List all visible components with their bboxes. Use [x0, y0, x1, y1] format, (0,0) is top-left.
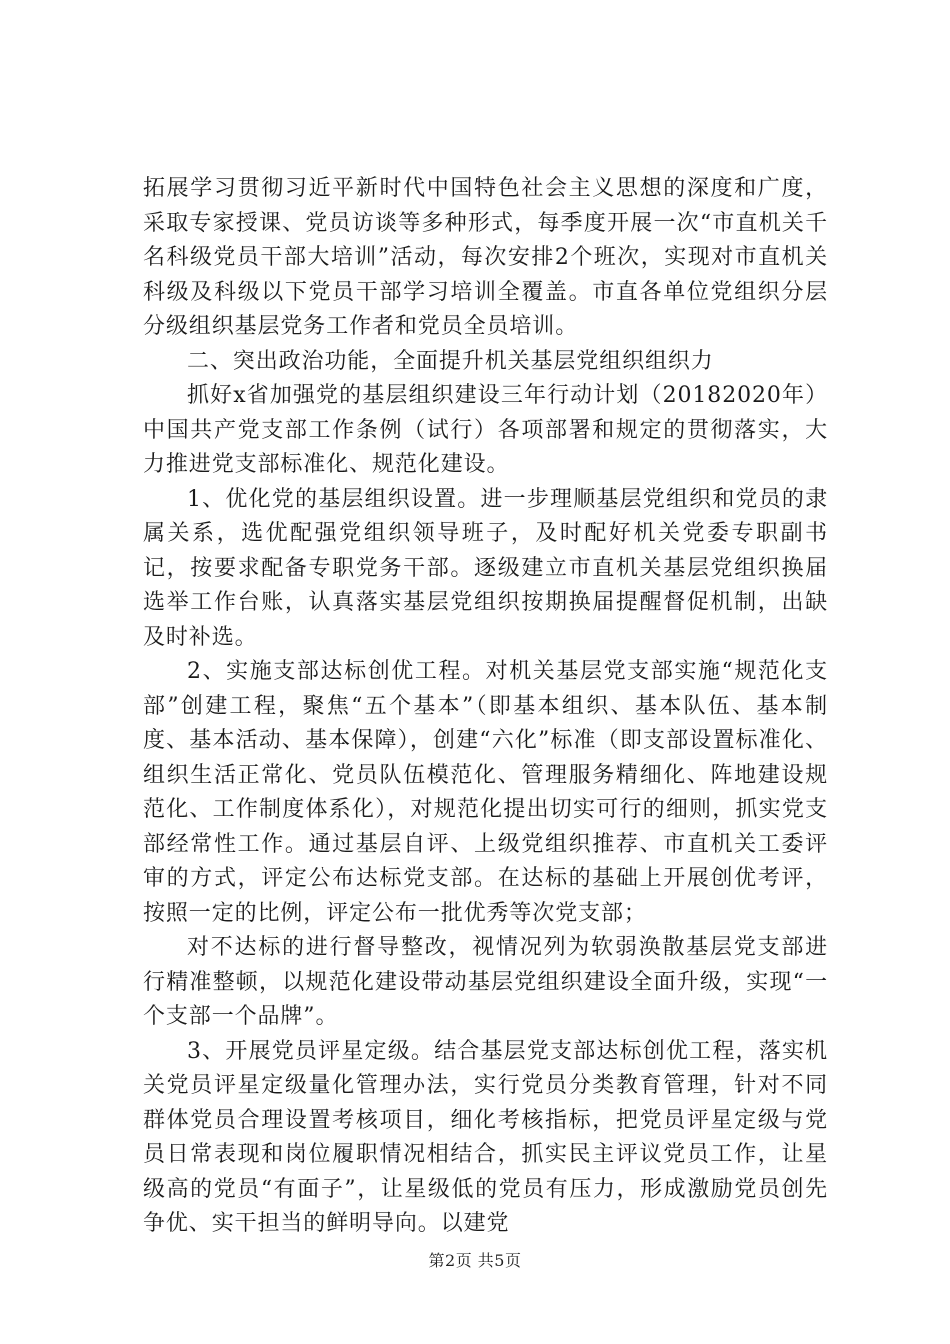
paragraph-5: 对不达标的进行督导整改，视情况列为软弱涣散基层党支部进行精准整顿，以规范化建设带动基层党组织建设全面升级，实现“一个支部一个品牌”。: [143, 935, 828, 1029]
paragraph-6: 3、开展党员评星定级。结合基层党支部达标创优工程，落实机关党员评星定级量化管理办法，实行党员分类教育管理，针对不同群体党员合理设置考核项目，细化考核指标，把党员评星定级与党员日常表现和岗位履职情况相结合，抓实民主评议党员工作，让星级高的党员“有面子”，让星级低的党员有压力，形成激励党员创先争优、实干担当的鲜明导向。以建党: [143, 1038, 828, 1236]
document-body: [143, 172, 828, 1242]
page-number-label: 第2页 共5页: [428, 1251, 522, 1270]
page-footer: [0, 1248, 950, 1271]
section-heading: 二、突出政治功能，全面提升机关基层党组织组织力: [187, 348, 714, 374]
paragraph-1: 拓展学习贯彻习近平新时代中国特色社会主义思想的深度和广度，采取专家授课、党员访谈等多种形式，每季度开展一次“市直机关千名科级党员干部大培训”活动，每次安排2个班次，实现对市直机关科级及科级以下党员干部学习培训全覆盖。市直各单位党组织分层分级组织基层党务工作者和党员全员培训。: [143, 176, 828, 339]
paragraph-4: 2、实施支部达标创优工程。对机关基层党支部实施“规范化支部”创建工程，聚焦“五个基本”（即基本组织、基本队伍、基本制度、基本活动、基本保障），创建“六化”标准（即支部设置标准化、组织生活正常化、党员队伍模范化、管理服务精细化、阵地建设规范化、工作制度体系化），对规范化提出切实可行的细则，抓实党支部经常性工作。通过基层自评、上级党组织推荐、市直机关工委评审的方式，评定公布达标党支部。在达标的基础上开展创优考评，按照一定的比例，评定公布一批优秀等次党支部；: [143, 659, 828, 926]
paragraph-3: 1、优化党的基层组织设置。进一步理顺基层党组织和党员的隶属关系，选优配强党组织领导班子，及时配好机关党委专职副书记，按要求配备专职党务干部。逐级建立市直机关基层党组织换届选举工作台账，认真落实基层党组织按期换届提醒督促机制，出缺及时补选。: [143, 486, 828, 650]
paragraph-2: 抓好x省加强党的基层组织建设三年行动计划（20182020年）中国共产党支部工作条例（试行）各项部署和规定的贯彻落实，大力推进党支部标准化、规范化建设。: [143, 383, 828, 477]
